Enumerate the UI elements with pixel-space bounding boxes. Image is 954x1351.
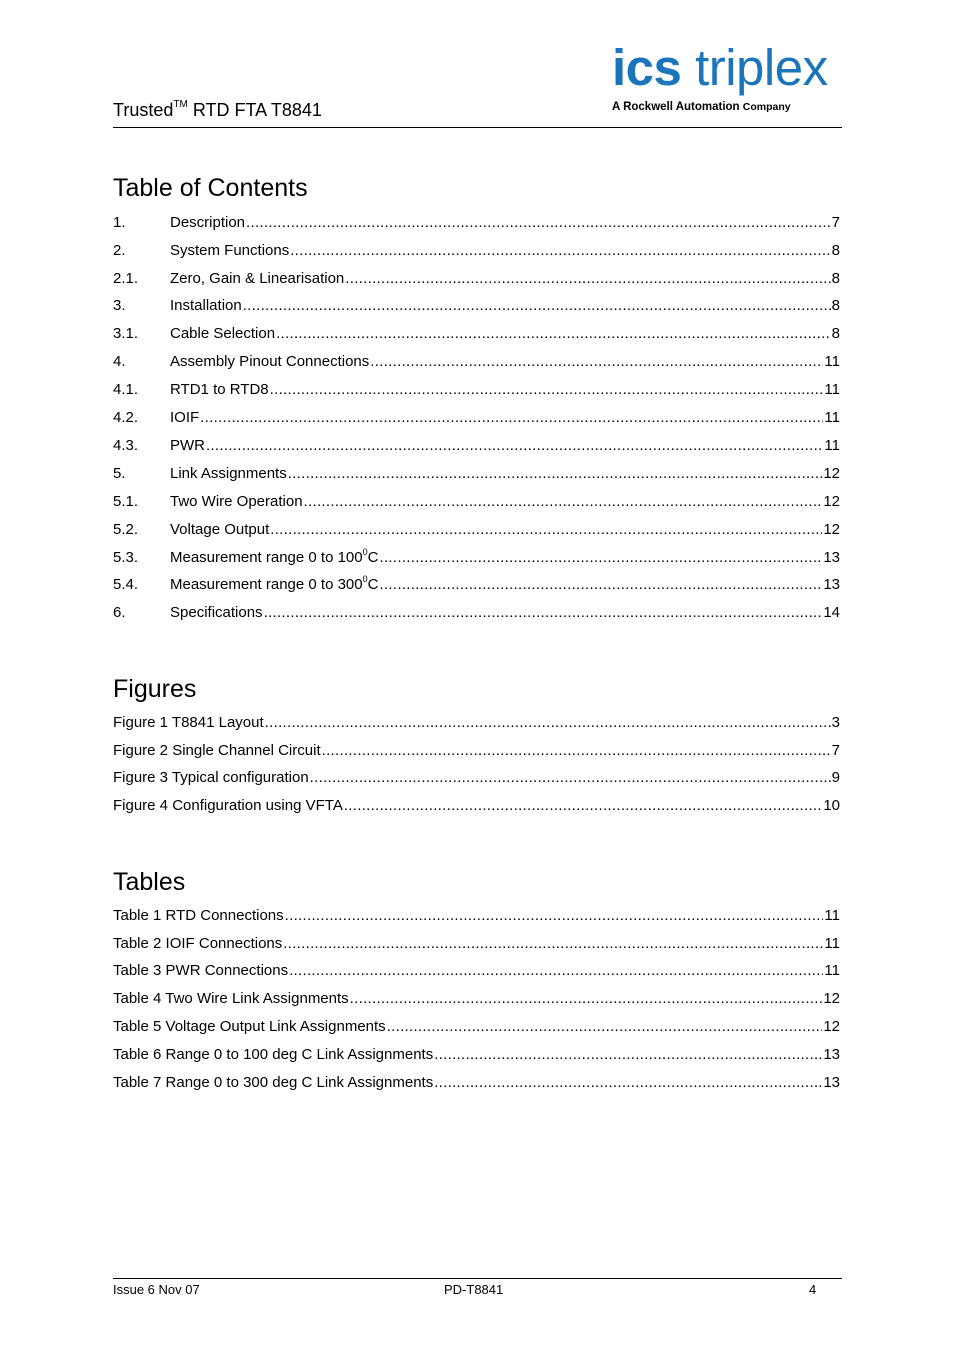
toc-entry-label: Voltage Output — [170, 521, 270, 538]
dot-leader — [246, 213, 831, 233]
toc-entry-label: Cable Selection — [170, 325, 276, 342]
toc-entry-label: Zero, Gain & Linearisation — [170, 270, 345, 287]
dot-leader — [206, 436, 823, 456]
table-entry-page: 13 — [823, 1046, 840, 1063]
dot-leader — [345, 269, 830, 289]
logo-tagline-company: Company — [742, 101, 791, 113]
dot-leader — [310, 768, 831, 788]
logo-tagline-main: A Rockwell Automation — [612, 101, 740, 113]
document-title-suffix: RTD FTA T8841 — [187, 100, 322, 120]
dot-leader — [243, 296, 831, 316]
toc-entry[interactable] — [113, 492, 840, 512]
dot-leader — [434, 1073, 822, 1093]
dot-leader — [370, 352, 823, 372]
toc-entry-number: 2.1. — [113, 270, 139, 287]
toc-entry-page: 11 — [824, 353, 840, 370]
dot-leader — [276, 324, 831, 344]
toc-entry-number: 5.1. — [113, 493, 139, 510]
toc-entry-page: 12 — [823, 493, 840, 510]
table-entry[interactable] — [113, 989, 840, 1009]
dot-leader — [304, 492, 823, 512]
toc-entry[interactable] — [113, 269, 840, 289]
dot-leader — [344, 796, 822, 816]
toc-entry-label: Link Assignments — [170, 465, 287, 482]
toc-entry-page: 11 — [824, 409, 840, 426]
dot-leader — [387, 1017, 823, 1037]
dot-leader — [264, 603, 823, 623]
toc-entry-page: 11 — [824, 437, 840, 454]
toc-entry-label: Specifications — [170, 604, 263, 621]
table-entry[interactable] — [113, 1045, 840, 1065]
dot-leader — [290, 241, 830, 261]
toc-entry-label: PWR — [170, 437, 205, 454]
table-entry-page: 12 — [823, 990, 840, 1007]
toc-entry[interactable] — [113, 548, 840, 568]
tables-heading: Tables — [113, 868, 186, 896]
figure-entry[interactable] — [113, 741, 840, 761]
dot-leader — [379, 548, 822, 568]
toc-entry-number: 3.1. — [113, 325, 139, 342]
figure-entry-page: 3 — [831, 714, 840, 731]
figure-entry-page: 10 — [823, 797, 840, 814]
trademark-mark: TM — [173, 99, 188, 110]
toc-entry[interactable] — [113, 241, 840, 261]
dot-leader — [270, 380, 824, 400]
toc-heading: Table of Contents — [113, 174, 308, 202]
table-entry[interactable] — [113, 1073, 840, 1093]
toc-entry-label: Installation — [170, 297, 242, 314]
toc-entry-label: IOIF — [170, 409, 200, 426]
toc-entry[interactable] — [113, 296, 840, 316]
table-entry[interactable] — [113, 934, 840, 954]
figure-entry[interactable] — [113, 713, 840, 733]
toc-entry-page: 13 — [823, 576, 840, 593]
degree-superscript: 0 — [362, 547, 368, 557]
toc-entry-label-unit: C — [367, 549, 379, 566]
figure-entry[interactable] — [113, 796, 840, 816]
table-entry[interactable] — [113, 961, 840, 981]
toc-entry[interactable] — [113, 352, 840, 372]
toc-entry-number: 6. — [113, 604, 126, 621]
toc-entry-number: 4.2. — [113, 409, 139, 426]
toc-entry[interactable] — [113, 380, 840, 400]
dot-leader — [283, 934, 823, 954]
toc-entry-page: 12 — [823, 521, 840, 538]
toc-entry-page: 12 — [823, 465, 840, 482]
toc-entry[interactable] — [113, 436, 840, 456]
table-entry[interactable] — [113, 1017, 840, 1037]
toc-entry-label: System Functions — [170, 242, 290, 259]
table-entry-label: Table 3 PWR Connections — [113, 962, 289, 979]
table-entry-label: Table 1 RTD Connections — [113, 907, 284, 924]
dot-leader — [379, 575, 822, 595]
dot-leader — [270, 520, 822, 540]
toc-entry[interactable] — [113, 575, 840, 595]
logo-wordmark — [612, 39, 844, 96]
figure-entry-label: Figure 4 Configuration using VFTA — [113, 797, 343, 814]
figure-entry-label: Figure 1 T8841 Layout — [113, 714, 264, 731]
document-title-prefix: Trusted — [113, 100, 174, 120]
figure-entry[interactable] — [113, 768, 840, 788]
table-entry-page: 13 — [823, 1074, 840, 1091]
toc-entry-number: 4.3. — [113, 437, 139, 454]
dot-leader — [289, 961, 823, 981]
toc-entry-page: 8 — [831, 325, 840, 342]
footer-issue: Issue 6 Nov 07 — [113, 1282, 200, 1297]
footer-divider — [113, 1278, 842, 1279]
table-entry-label: Table 4 Two Wire Link Assignments — [113, 990, 349, 1007]
toc-entry-label-text: Measurement range 0 to 100 — [170, 549, 363, 566]
dot-leader — [265, 713, 831, 733]
toc-entry-page: 11 — [824, 381, 840, 398]
dot-leader — [288, 464, 823, 484]
dot-leader — [285, 906, 824, 926]
toc-entry-number: 2. — [113, 242, 126, 259]
toc-entry-label: Assembly Pinout Connections — [170, 353, 370, 370]
table-entry-label: Table 6 Range 0 to 100 deg C Link Assignments — [113, 1046, 434, 1063]
toc-entry-page: 7 — [831, 214, 840, 231]
toc-entry-number: 5.2. — [113, 521, 139, 538]
ics-triplex-logo — [612, 39, 844, 122]
toc-entry-number: 3. — [113, 297, 126, 314]
toc-entry[interactable] — [113, 520, 840, 540]
figure-entry-label: Figure 2 Single Channel Circuit — [113, 742, 321, 759]
toc-entry-label-unit: C — [367, 576, 379, 593]
toc-entry-number: 5.3. — [113, 549, 139, 566]
table-entry-label: Table 2 IOIF Connections — [113, 935, 283, 952]
table-entry-page: 11 — [824, 907, 840, 924]
dot-leader — [322, 741, 831, 761]
dot-leader — [434, 1045, 822, 1065]
table-entry[interactable] — [113, 906, 840, 926]
toc-entry-page: 8 — [831, 270, 840, 287]
toc-entry-label — [170, 575, 378, 595]
figure-entry-page: 7 — [831, 742, 840, 759]
toc-entry-number: 4. — [113, 353, 126, 370]
footer-page-number: 4 — [809, 1282, 817, 1297]
toc-entry-page: 8 — [831, 297, 840, 314]
logo-tagline — [612, 101, 844, 113]
toc-entry-label-text: Measurement range 0 to 300 — [170, 576, 363, 593]
toc-entry[interactable] — [113, 464, 840, 484]
logo-ics: ics — [612, 39, 682, 96]
toc-entry-number: 5.4. — [113, 576, 139, 593]
dot-leader — [350, 989, 823, 1009]
figure-entry-label: Figure 3 Typical configuration — [113, 769, 309, 786]
toc-entry[interactable] — [113, 324, 840, 344]
toc-entry-number: 4.1. — [113, 381, 139, 398]
toc-entry[interactable] — [113, 213, 840, 233]
toc-entry-page: 13 — [823, 549, 840, 566]
header-divider — [113, 127, 842, 128]
toc-entry[interactable] — [113, 603, 840, 623]
dot-leader — [200, 408, 823, 428]
toc-entry-label: Description — [170, 214, 246, 231]
toc-entry[interactable] — [113, 408, 840, 428]
toc-entry-number: 5. — [113, 465, 126, 482]
toc-entry-page: 14 — [823, 604, 840, 621]
figures-heading: Figures — [113, 675, 197, 703]
table-entry-label: Table 5 Voltage Output Link Assignments — [113, 1018, 386, 1035]
table-entry-page: 11 — [824, 962, 840, 979]
toc-entry-label — [170, 548, 378, 568]
toc-entry-number: 1. — [113, 214, 126, 231]
logo-triplex: triplex — [695, 39, 828, 96]
footer-doc-id: PD-T8841 — [444, 1282, 504, 1297]
document-title — [113, 99, 322, 121]
table-entry-page: 12 — [823, 1018, 840, 1035]
table-entry-page: 11 — [824, 935, 840, 952]
degree-superscript: 0 — [362, 574, 368, 584]
toc-entry-page: 8 — [831, 242, 840, 259]
toc-entry-label: RTD1 to RTD8 — [170, 381, 269, 398]
toc-entry-label: Two Wire Operation — [170, 493, 303, 510]
figure-entry-page: 9 — [831, 769, 840, 786]
table-entry-label: Table 7 Range 0 to 300 deg C Link Assignments — [113, 1074, 434, 1091]
